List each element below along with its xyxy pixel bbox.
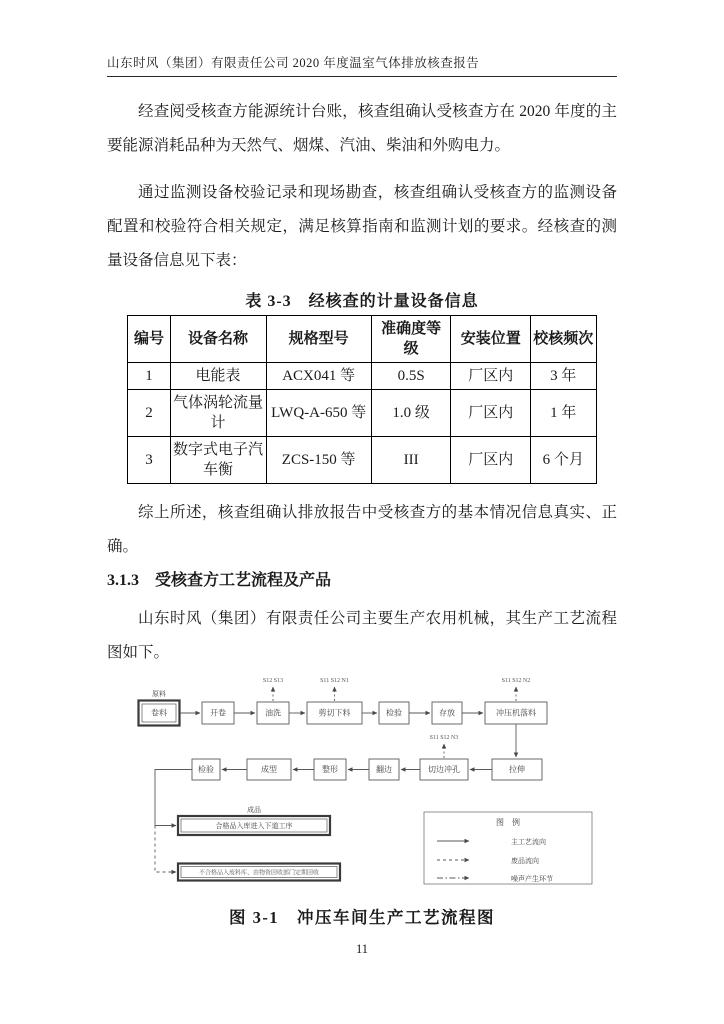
product-label: 成品: [247, 806, 261, 814]
flow-node-label: 油洗: [265, 708, 281, 718]
flow-node-label: 检验: [386, 708, 402, 718]
noise-annotation: S11 S12 N2: [501, 678, 531, 684]
legend-item-label: 主工艺流向: [511, 838, 546, 846]
header-cell-no: 编号: [128, 316, 170, 363]
unqualified-branch-line: [155, 826, 176, 873]
metering-devices-table: [127, 315, 596, 484]
paragraph-conclusion: 综上所述，核查组确认排放报告中受核查方的基本情况信息真实、正确。: [107, 504, 617, 555]
table-cell: 0.5S: [371, 363, 451, 390]
table-row: [128, 390, 596, 437]
report-header: 山东时风（集团）有限责任公司 2020 年度温室气体排放核查报告: [107, 53, 617, 77]
table-row: [128, 363, 596, 390]
process-flowchart: [107, 670, 617, 900]
qualified-box-label: 合格品入库进入下道工序: [215, 822, 293, 830]
noise-annotation: S12 S13: [262, 678, 284, 684]
table-cell: 2: [128, 390, 170, 437]
table-cell: 厂区内: [451, 390, 531, 437]
flow-node-label: 切边冲孔: [428, 765, 460, 774]
figure-caption: 图 3-1 冲压车间生产工艺流程图: [228, 908, 496, 927]
table-title: 表 3-3 经核查的计量设备信息: [245, 293, 479, 310]
paragraph-monitoring-devices: 通过监测设备校验记录和现场勘查，核查组确认受核查方的监测设备配置和校验符合相关规定，满足核算指南和监测计划的要求。经核查的测量设备信息见下表：: [107, 184, 617, 269]
table-cell: 气体涡轮流量计: [170, 390, 266, 437]
flow-node-label: 存放: [439, 708, 455, 718]
flow-node-label: 开卷: [210, 708, 226, 718]
table-cell: 3: [128, 437, 170, 484]
table-cell: ZCS-150 等: [266, 437, 371, 484]
section-heading-3-1-3: 3.1.3 受核查方工艺流程及产品: [107, 572, 332, 589]
legend-item-label: 废品流向: [511, 857, 539, 865]
noise-annotation: S11 S12 N3: [429, 735, 459, 741]
header-cell-accuracy: 准确度等级: [371, 316, 451, 363]
table-cell: 电能表: [170, 363, 266, 390]
table-header-row: [128, 316, 596, 363]
flow-node-label: 剪切下料: [318, 708, 351, 718]
table-cell: 1 年: [531, 390, 597, 437]
table-cell: 1: [128, 363, 170, 390]
legend-item-label: 噪声产生环节: [511, 875, 553, 883]
header-cell-calibration: 校核频次: [531, 316, 597, 363]
header-cell-model: 规格型号: [266, 316, 371, 363]
flow-node-label: 翻边: [376, 765, 392, 774]
table-cell: 6 个月: [531, 437, 597, 484]
table-cell: LWQ-A-650 等: [266, 390, 371, 437]
table-cell: 1.0 级: [371, 390, 451, 437]
table-row: [128, 437, 596, 484]
table-cell: 厂区内: [451, 437, 531, 484]
flow-node-label: 整形: [322, 765, 338, 774]
table-cell: III: [371, 437, 451, 484]
table-cell: 数字式电子汽车衡: [170, 437, 266, 484]
paragraph-process-intro: 山东时风（集团）有限责任公司主要生产农用机械，其生产工艺流程图如下。: [107, 610, 617, 661]
table-cell: 厂区内: [451, 363, 531, 390]
page-number: 11: [355, 942, 369, 956]
legend-title: 图 例: [496, 818, 520, 827]
flow-node-label: 拉伸: [509, 765, 525, 774]
header-cell-location: 安装位置: [451, 316, 531, 363]
header-cell-device-name: 设备名称: [170, 316, 266, 363]
unqualified-box-label: 不合格品入废料库、由物资回收部门定期回收: [198, 870, 320, 877]
table-cell: ACX041 等: [266, 363, 371, 390]
paragraph-energy-types: 经查阅受核查方能源统计台账，核查组确认受核查方在 2020 年度的主要能源消耗品种为天然气、烟煤、汽油、柴油和外购电力。: [107, 103, 617, 154]
flow-node-label: 卷料: [151, 708, 167, 718]
flow-node-label: 检验: [198, 765, 214, 774]
flow-node-label: 冲压机落料: [496, 708, 536, 718]
noise-annotation: S11 S12 N1: [320, 678, 349, 684]
material-label: 原料: [152, 690, 166, 698]
flow-node-label: 成型: [261, 765, 277, 774]
table-cell: 3 年: [531, 363, 597, 390]
